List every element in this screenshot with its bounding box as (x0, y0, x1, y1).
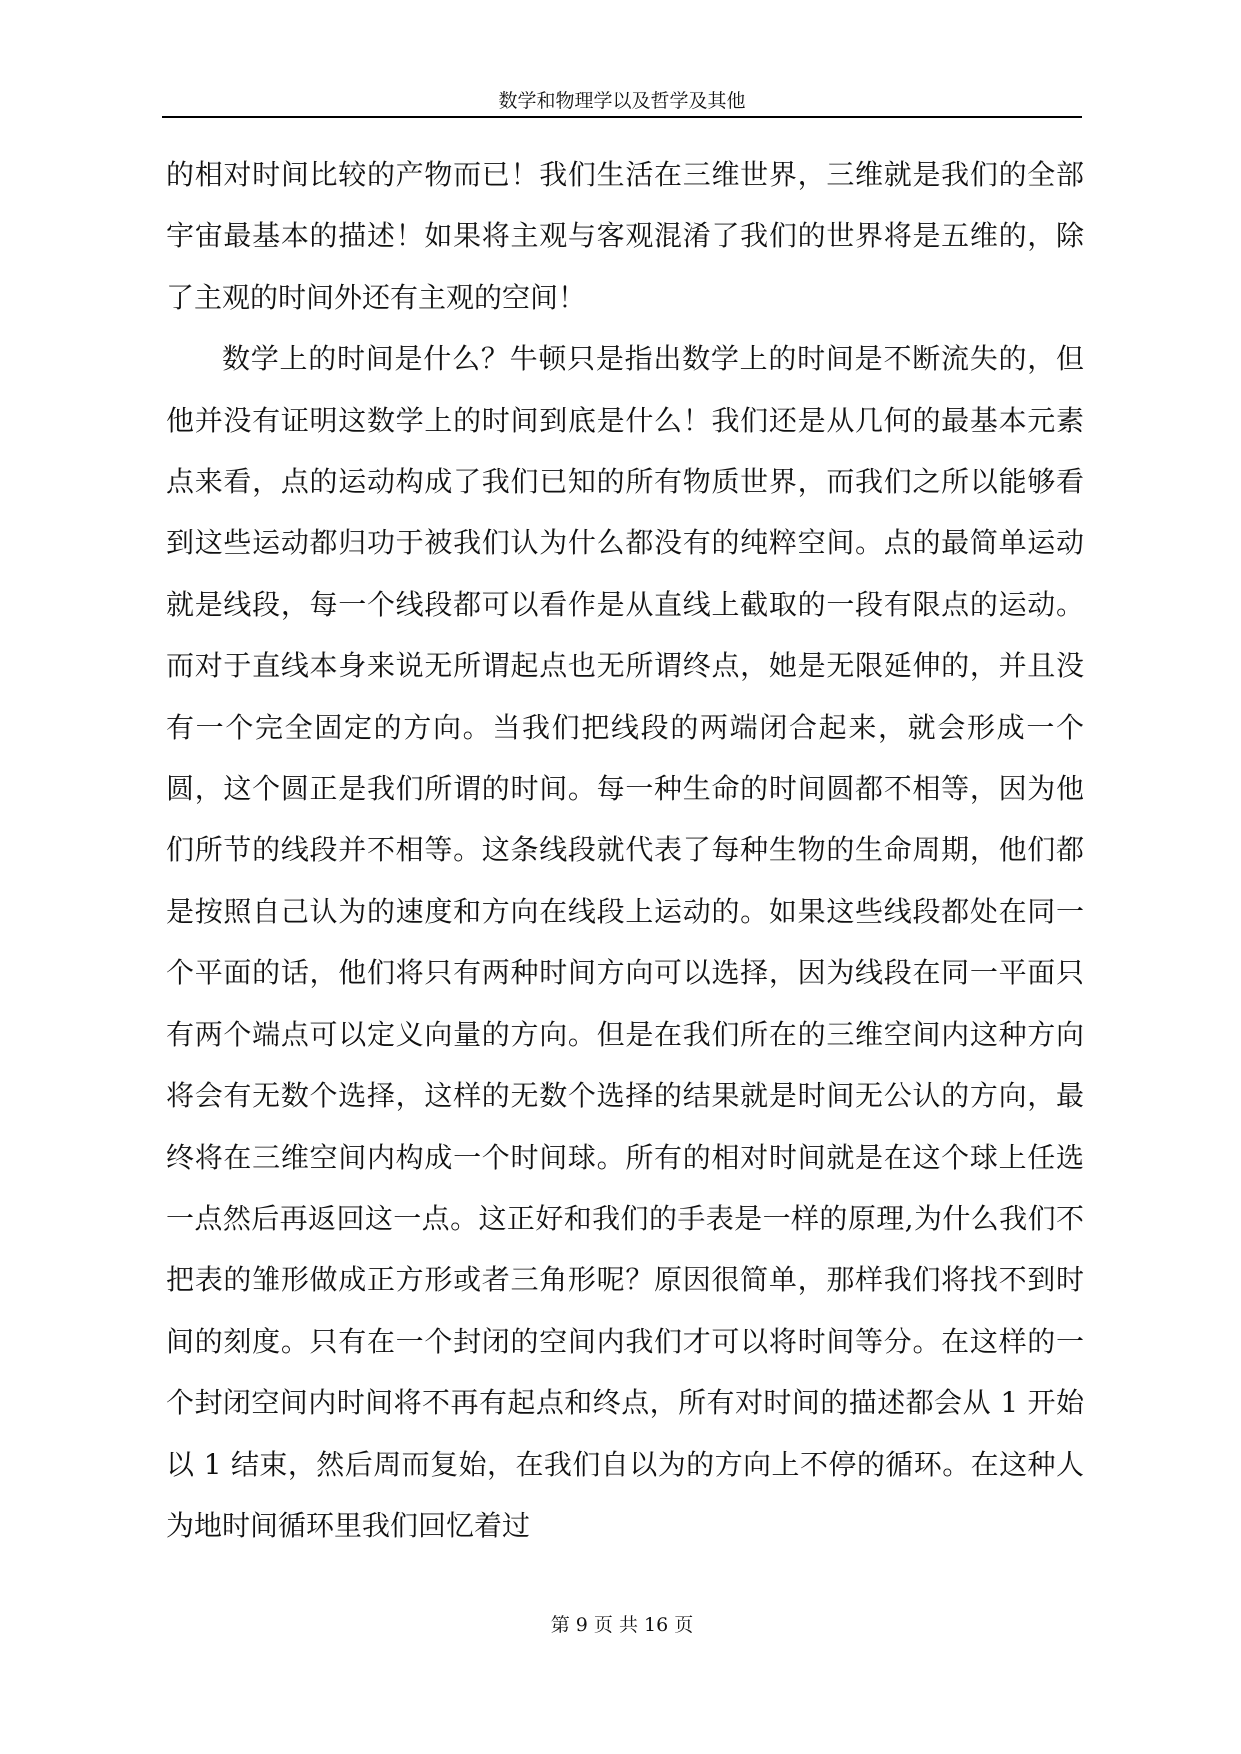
document-body (166, 144, 1084, 1556)
page-number-footer: 第 9 页 共 16 页 (550, 1614, 694, 1636)
header-divider (162, 116, 1082, 118)
paragraph-mathematical-time: 数学上的时间是什么？牛顿只是指出数学上的时间是不断流失的，但他并没有证明这数学上的时间到底是什么！我们还是从几何的最基本元素点来看，点的运动构成了我们已知的所有物质世界，而我们之所以能够看到这些运动都归功于被我们认为什么都没有的纯粹空间。点的最简单运动就是线段，每一个线段都可以看作是从直线上截取的一段有限点的运动。而对于直线本身来说无所谓起点也无所谓终点，她是无限延伸的，并且没有一个完全固定的方向。当我们把线段的两端闭合起来，就会形成一个圆，这个圆正是我们所谓的时间。每一种生命的时间圆都不相等，因为他们所节的线段并不相等。这条线段就代表了每种生物的生命周期，他们都是按照自己认为的速度和方向在线段上运动的。如果这些线段都处在同一个平面的话，他们将只有两种时间方向可以选择，因为线段在同一平面只有两个端点可以定义向量的方向。但是在我们所在的三维空间内这种方向将会有无数个选择，这样的无数个选择的结果就是时间无公认的方向，最终将在三维空间内构成一个时间球。所有的相对时间就是在这个球上任选一点然后再返回这一点。这正好和我们的手表是一样的原理,为什么我们不把表的雏形做成正方形或者三角形呢？原因很简单，那样我们将找不到时间的刻度。只有在一个封闭的空间内我们才可以将时间等分。在这样的一个封闭空间内时间将不再有起点和终点，所有对时间的描述都会从 1 开始以 1 结束，然后周而复始，在我们自以为的方向上不停的循环。在这种人为地时间循环里我们回忆着过 (166, 342, 1084, 1542)
page-header: 数学和物理学以及哲学及其他 (498, 90, 746, 112)
paragraph-continued: 的相对时间比较的产物而已！我们生活在三维世界，三维就是我们的全部宇宙最基本的描述！如果将主观与客观混淆了我们的世界将是五维的，除了主观的时间外还有主观的空间！ (166, 158, 1084, 314)
